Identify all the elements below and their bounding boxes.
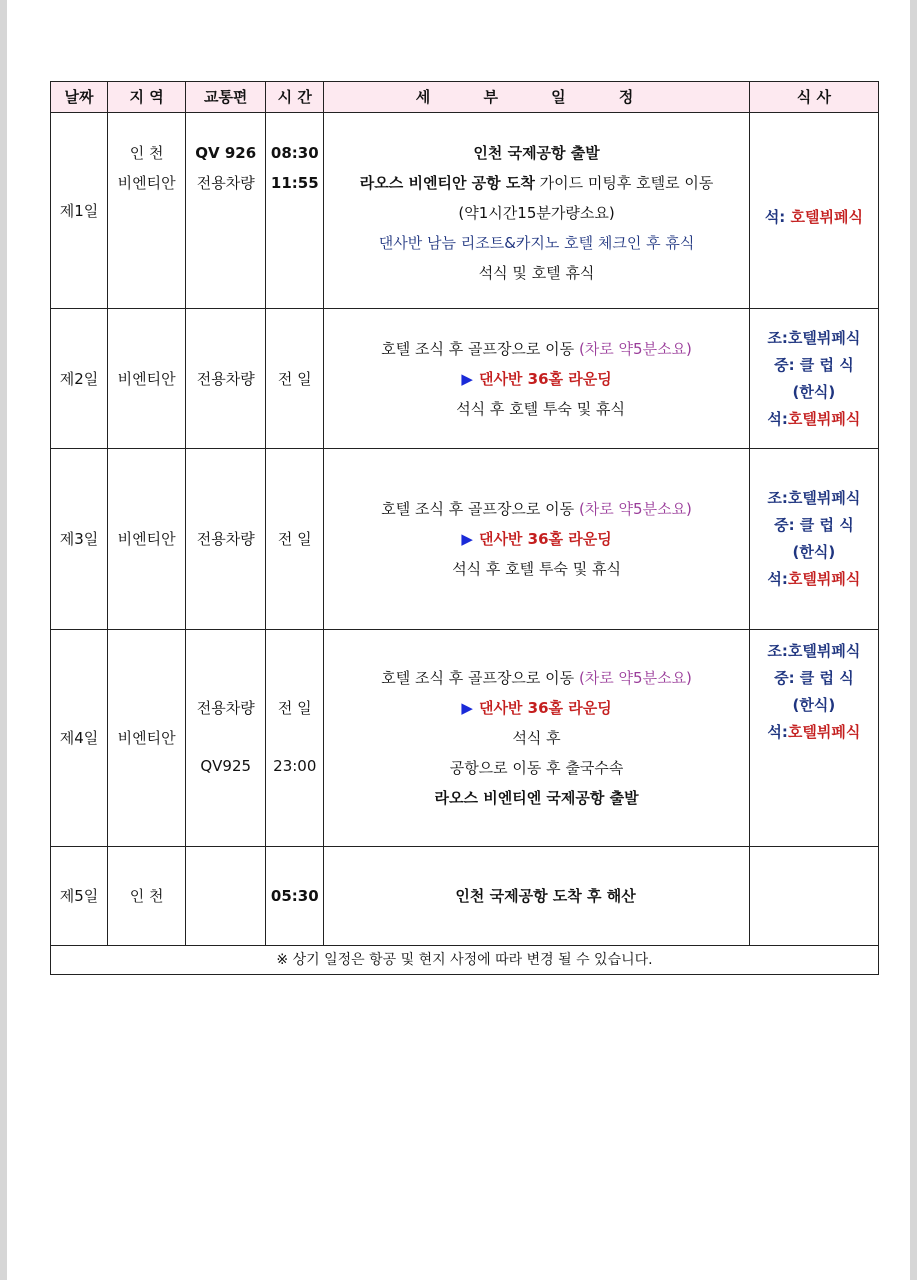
detail-line: 석식 후 호텔 투숙 및 휴식	[452, 560, 621, 578]
detail-line: 석식 및 호텔 휴식	[478, 264, 595, 282]
day-cell: 제3일	[51, 449, 108, 630]
detail-highlight: 댄사반 36홀 라운딩	[478, 699, 612, 717]
transport-cell	[186, 847, 266, 946]
table-row	[51, 449, 879, 630]
time-cell	[266, 630, 324, 847]
meal-line: 조:호텔뷔페식	[767, 642, 861, 660]
detail-line	[324, 334, 749, 364]
detail-highlight: 댄사반 36홀 라운딩	[478, 530, 612, 548]
table-row	[51, 847, 879, 946]
document-page	[7, 0, 910, 1280]
detail-cell	[324, 630, 750, 847]
detail-bold: 라오스 비엔티안 공항 도착	[359, 174, 535, 192]
region-line: 비엔티안	[117, 174, 176, 192]
detail-line: 석식 후	[512, 729, 561, 747]
time-cell: 전 일	[266, 449, 324, 630]
region-cell	[108, 113, 186, 309]
meal-cell	[749, 847, 878, 946]
time-cell	[266, 113, 324, 309]
time-line: 08:30	[270, 144, 319, 162]
header-transport: 교통편	[186, 82, 266, 113]
arrow-icon: ▶	[461, 530, 473, 548]
detail-line: 댄사반 남늠 리조트&카지노 호텔 체크인 후 휴식	[378, 234, 695, 252]
detail-line: 라오스 비엔티엔 국제공항 출발	[434, 789, 639, 807]
time-cell: 전 일	[266, 309, 324, 449]
detail-cell: 인천 국제공항 도착 후 해산	[324, 847, 750, 946]
detail-rest: 가이드 미팅후 호텔로 이동	[534, 174, 714, 192]
detail-cell	[324, 309, 750, 449]
detail-line: 인천 국제공항 출발	[473, 144, 600, 162]
header-time: 시 간	[266, 82, 324, 113]
meal-value: 호텔뷔페식	[787, 570, 861, 588]
meal-prefix: 석:	[767, 570, 788, 588]
time-cell: 05:30	[266, 847, 324, 946]
meal-line: 중: 클 럽 식	[774, 669, 854, 687]
transport-cell: 전용차량	[186, 309, 266, 449]
meal-line: 중: 클 럽 식	[774, 355, 854, 374]
meal-line	[750, 406, 878, 433]
day-cell: 제5일	[51, 847, 108, 946]
detail-text: 호텔 조식 후 골프장으로 이동	[381, 669, 575, 687]
meal-prefix: 석:	[764, 208, 786, 226]
transport-cell: 전용차량	[186, 449, 266, 630]
meal-line: 중: 클 럽 식	[774, 516, 854, 534]
meal-prefix: 석:	[767, 409, 788, 428]
arrow-icon: ▶	[461, 369, 473, 388]
meal-cell	[749, 309, 878, 449]
detail-line	[324, 524, 749, 554]
detail-line: (약1시간15분가량소요)	[458, 204, 615, 222]
meal-cell	[749, 449, 878, 630]
note-row	[51, 946, 879, 975]
meal-prefix: 석:	[767, 723, 788, 741]
table-row	[51, 630, 879, 847]
day-cell: 제1일	[51, 113, 108, 309]
header-detail-text: 세 부 일 정	[415, 88, 658, 106]
transport-cell	[186, 630, 266, 847]
header-meal: 식 사	[749, 82, 878, 113]
meal-value: 호텔뷔페식	[787, 409, 861, 428]
meal-cell	[749, 630, 878, 847]
meal-line	[750, 719, 878, 746]
region-line: 인 천	[129, 144, 164, 162]
day-cell: 제2일	[51, 309, 108, 449]
meal-line: (한식)	[792, 696, 836, 714]
detail-line	[324, 693, 749, 723]
transport-line: 전용차량	[196, 699, 255, 717]
note-text: ※ 상기 일정은 항공 및 현지 사정에 따라 변경 될 수 있습니다.	[51, 946, 879, 975]
detail-line: 공항으로 이동 후 출국수속	[449, 759, 624, 777]
time-line: 전 일	[277, 699, 312, 717]
meal-line: 조:호텔뷔페식	[767, 489, 861, 507]
detail-cell	[324, 113, 750, 309]
meal-line	[750, 566, 878, 593]
time-line: 11:55	[270, 174, 319, 192]
region-cell: 비엔티안	[108, 309, 186, 449]
header-region: 지 역	[108, 82, 186, 113]
meal-line: (한식)	[792, 382, 836, 401]
day-cell: 제4일	[51, 630, 108, 847]
region-cell: 인 천	[108, 847, 186, 946]
meal-line: 조:호텔뷔페식	[767, 328, 861, 347]
detail-line	[324, 663, 749, 693]
meal-value: 호텔뷔페식	[790, 208, 863, 226]
header-detail	[324, 82, 750, 113]
region-cell: 비엔티안	[108, 449, 186, 630]
detail-line	[324, 494, 749, 524]
detail-text: 호텔 조식 후 골프장으로 이동	[381, 500, 575, 518]
detail-line	[324, 364, 749, 394]
itinerary-table	[50, 81, 879, 975]
region-cell: 비엔티안	[108, 630, 186, 847]
transport-line: 전용차량	[196, 174, 255, 192]
detail-text: 호텔 조식 후 골프장으로 이동	[381, 339, 575, 358]
detail-highlight: 댄사반 36홀 라운딩	[478, 369, 612, 388]
time-line: 23:00	[273, 757, 317, 775]
transport-cell	[186, 113, 266, 309]
detail-note: (차로 약5분소요)	[578, 339, 692, 358]
arrow-icon: ▶	[461, 699, 473, 717]
detail-line: 석식 후 호텔 투숙 및 휴식	[456, 399, 625, 418]
header-row	[51, 82, 879, 113]
transport-line: QV925	[200, 757, 252, 775]
table-row	[51, 113, 879, 309]
detail-note: (차로 약5분소요)	[578, 669, 692, 687]
detail-cell	[324, 449, 750, 630]
table-row	[51, 309, 879, 449]
meal-cell	[749, 113, 878, 309]
transport-line: QV 926	[195, 144, 257, 162]
meal-line: (한식)	[792, 543, 836, 561]
meal-value: 호텔뷔페식	[787, 723, 861, 741]
header-day: 날짜	[51, 82, 108, 113]
detail-note: (차로 약5분소요)	[578, 500, 692, 518]
detail-line	[324, 168, 749, 198]
